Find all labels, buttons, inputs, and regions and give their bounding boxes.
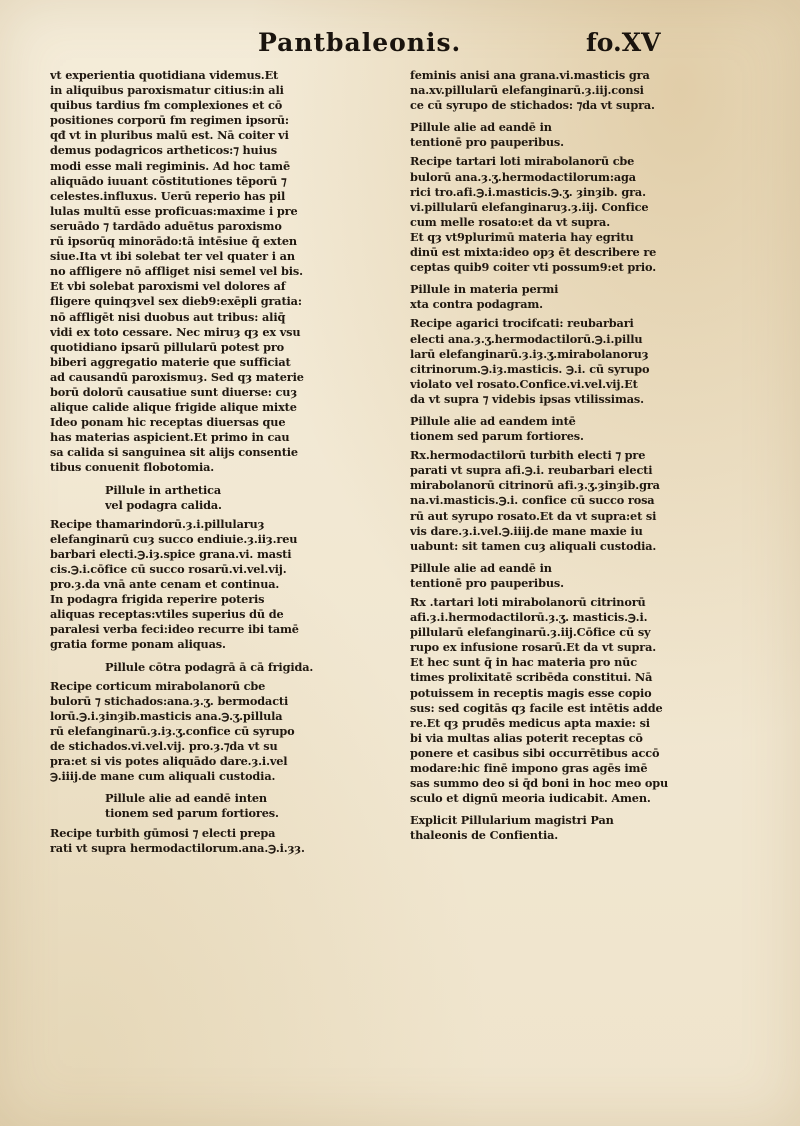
text-line: borū dolorū causatiue sunt diuerse: cuȝ bbox=[50, 384, 298, 399]
text-line: demus podagricos artheticos:⁊ huius bbox=[50, 143, 277, 158]
text-line: paralesi verba feci:ideo recurre ibi tamē bbox=[50, 622, 299, 637]
text-line: cum melle rosato:et da vt supra. bbox=[410, 214, 610, 229]
text-line: barbari electi.℈.iȝ.spice grana.vi. masti bbox=[50, 546, 292, 561]
text-line: feminis anisi ana grana.vi.masticis gra bbox=[410, 68, 650, 82]
text-line: Rx .tartari loti mirabolanorū citrinorū bbox=[410, 595, 646, 609]
text-line: no affligere nō affliget nisi semel vel bis. bbox=[50, 264, 303, 279]
text-line: pillularū elefanginarū.ȝ.iij.Cōfice cū sy bbox=[410, 625, 651, 640]
text-line: parati vt supra afi.℈.i. reubarbari electi bbox=[410, 463, 653, 478]
text-line: rū elefanginarū.ȝ.iȝ.ʒ.confice cū syrupo bbox=[50, 723, 295, 738]
section-heading-line: Pillule alie ad eandē in bbox=[410, 120, 552, 135]
text-line: bulorū ana.ȝ.ʒ.hermodactilorum:aga bbox=[410, 169, 636, 184]
text-line: rū ipsorūq minorādo:tā intēsiue q̄ exten bbox=[50, 234, 297, 249]
section-heading-line: tentionē pro pauperibus. bbox=[410, 135, 564, 150]
text-line: bi via multas alias poterit receptas cō bbox=[410, 730, 643, 745]
text-line: times prolixitatē scribēda constitui. Nā bbox=[410, 670, 653, 685]
section-heading-line: Explicit Pillularium magistri Pan bbox=[410, 813, 614, 828]
text-line: seruādo ⁊ tardādo aduētus paroxismo bbox=[50, 218, 282, 233]
text-line: bulorū ⁊ stichados:ana.ȝ.ʒ. bermodacti bbox=[50, 693, 289, 708]
text-line: quibus tardius fm complexiones et cō bbox=[50, 98, 283, 113]
section-heading-line: vel podagra calida. bbox=[105, 497, 222, 512]
text-line: sculo et dignū meoria iudicabit. Amen. bbox=[410, 791, 651, 806]
text-line: Recipe tartari loti mirabolanorū cbe bbox=[410, 154, 635, 169]
text-line: afi.ȝ.i.hermodactilorū.ȝ.ʒ. masticis.℈.i. bbox=[410, 610, 648, 625]
section-heading-line: Pillule alie ad eandē inten bbox=[105, 791, 267, 806]
text-line: Recipe thamarindorū.ȝ.i.pillularuȝ bbox=[50, 516, 265, 531]
text-line: vi.pillularū elefanginaruȝ.ȝ.iij. Confice bbox=[410, 199, 649, 214]
text-line: lulas multū esse proficuas:maxime i pre bbox=[50, 203, 298, 218]
text-line: celestes.influxus. Uerū reperio has pil bbox=[50, 188, 286, 203]
text-line: cis.℈.i.cōfice cū succo rosarū.vi.vel.vij. bbox=[50, 562, 287, 576]
section-heading-line: Pillule in arthetica bbox=[105, 482, 222, 497]
text-line: biberi aggregatio materie que sufficiat bbox=[50, 354, 291, 369]
text-line: Recipe corticum mirabolanorū cbe bbox=[50, 678, 266, 693]
text-line: tibus conuenit flobotomia. bbox=[50, 460, 215, 475]
text-line: rati vt supra hermodactilorum.ana.℈.i.ȝȝ. bbox=[50, 840, 305, 855]
section-heading-line: xta contra podagram. bbox=[410, 297, 543, 312]
folio-number: fo.XV bbox=[586, 28, 661, 57]
text-line: ad causandū paroxismuȝ. Sed qȝ materie bbox=[50, 369, 304, 384]
section-heading-line: Pillule alie ad eandem intē bbox=[410, 413, 576, 428]
text-line: pro.ȝ.da vnā ante cenam et continua. bbox=[50, 577, 280, 592]
text-line: Recipe turbith gūmosi ⁊ electi prepa bbox=[50, 825, 276, 840]
text-line: potuissem in receptis magis esse copio bbox=[410, 685, 652, 700]
text-line: sas summo deo si q̄d boni in hoc meo opu bbox=[410, 776, 669, 791]
text-line: elefanginarū cuȝ succo endiuie.ȝ.iiȝ.reu bbox=[50, 531, 298, 546]
text-line: lorū.℈.i.ȝinȝib.masticis ana.℈.ʒ.pillula bbox=[50, 708, 283, 723]
text-line: da vt supra ⁊ videbis ipsas vtilissimas. bbox=[410, 391, 644, 406]
section-heading-line: tionem sed parum fortiores. bbox=[410, 429, 584, 444]
right-text-column bbox=[410, 68, 706, 844]
text-line: In podagra frigida reperire poteris bbox=[50, 592, 265, 607]
text-line: modare:hic finē impono gras agēs imē bbox=[410, 761, 648, 776]
text-line: Rx.hermodactilorū turbith electi ⁊ pre bbox=[410, 448, 646, 463]
section-heading-line: Pillule cōtra podagrā ā cā frigida. bbox=[105, 659, 314, 674]
text-line: modi esse mali regiminis. Ad hoc tamē bbox=[50, 158, 291, 173]
text-line: rici tro.afi.℈.i.masticis.℈.ʒ. ȝinȝib. gra. bbox=[410, 184, 646, 199]
text-line: sa calida si sanguinea sit alijs consentie bbox=[50, 445, 298, 460]
text-line: rū aut syrupo rosato.Et da vt supra:et si bbox=[410, 508, 657, 523]
text-line: dinū est mixta:ideo opȝ ēt describere re bbox=[410, 245, 657, 260]
text-line: sus: sed cogitās qȝ facile est intētis adde bbox=[410, 700, 663, 715]
text-line: electi ana.ȝ.ʒ.hermodactilorū.℈.i.pillu bbox=[410, 331, 643, 346]
text-line: aliquas receptas:vtiles superius dū de bbox=[50, 607, 284, 622]
text-line: nō affligēt nisi duobus aut tribus: aliq̄ bbox=[50, 309, 286, 324]
text-line: ce cū syrupo de stichados: ⁊da vt supra. bbox=[410, 98, 655, 113]
text-line: mirabolanorū citrinorū afi.ȝ.ʒ.ȝinȝib.gra bbox=[410, 478, 660, 493]
text-line: has materias aspicient.Et primo in cau bbox=[50, 430, 290, 445]
running-head bbox=[0, 28, 800, 64]
text-line: quotidiano ipsarū pillularū potest pro bbox=[50, 339, 285, 354]
section-heading-line: tentionē pro pauperibus. bbox=[410, 575, 564, 590]
text-line: fligere quinqȝvel sex dieb9:exēpli gratia: bbox=[50, 294, 302, 309]
section-heading-line: Pillule in materia permi bbox=[410, 282, 559, 297]
text-line: pra:et si vis potes aliquādo dare.ȝ.i.vel bbox=[50, 754, 288, 769]
text-line: de stichados.vi.vel.vij. pro.ȝ.⁊da vt su bbox=[50, 739, 278, 754]
text-line: Ideo ponam hic receptas diuersas que bbox=[50, 415, 286, 430]
text-line: uabunt: sit tamen cuȝ aliquali custodia. bbox=[410, 538, 657, 553]
text-line: Et vbi solebat paroxismi vel dolores af bbox=[50, 279, 286, 294]
text-line: Et qȝ vt9plurimū materia hay egritu bbox=[410, 229, 634, 244]
text-line: ponere et casibus sibi occurrētibus accō bbox=[410, 745, 660, 760]
text-line: rupo ex infusione rosarū.Et da vt supra. bbox=[410, 640, 657, 655]
text-line: vis dare.ȝ.i.vel.℈.iiij.de mane maxie iu bbox=[410, 523, 643, 538]
text-line: na.vi.masticis.℈.i. confice cū succo rosa bbox=[410, 493, 655, 508]
text-line: gratia forme ponam aliquas. bbox=[50, 637, 226, 652]
text-line: vidi ex toto cessare. Nec miruȝ qȝ ex vsu bbox=[50, 324, 301, 339]
text-line: na.xv.pillularū elefanginarū.ȝ.iij.consi bbox=[410, 83, 644, 98]
text-line: citrinorum.℈.iȝ.masticis. ℈.i. cū syrupo bbox=[410, 361, 650, 376]
text-line: qđ vt in pluribus malū est. Nā coiter vi bbox=[50, 128, 289, 143]
text-line: vt experientia quotidiana videmus.Et bbox=[50, 68, 279, 82]
text-line: positiones corporū fm regimen ipsorū: bbox=[50, 113, 289, 128]
text-line: alique calide alique frigide alique mixte bbox=[50, 400, 297, 415]
running-title: Pantbaleonis. bbox=[258, 28, 462, 57]
text-line: larū elefanginarū.ȝ.iȝ.ʒ.mirabolanoruȝ bbox=[410, 346, 649, 361]
text-line: re.Et qȝ prudēs medicus apta maxie: si bbox=[410, 715, 650, 730]
section-heading-line: Pillule alie ad eandē in bbox=[410, 560, 552, 575]
text-line: Recipe agarici trocifcati: reubarbari bbox=[410, 316, 634, 331]
text-line: violato vel rosato.Confice.vi.vel.vij.Et bbox=[410, 376, 638, 391]
section-heading-line: thaleonis de Confientia. bbox=[410, 828, 559, 843]
left-text-column bbox=[50, 68, 356, 856]
text-line: aliquādo iuuant cōstitutiones tēporū ⁊ bbox=[50, 173, 287, 188]
text-line: ℈.iiij.de mane cum aliquali custodia. bbox=[50, 769, 276, 784]
text-line: in aliquibus paroxismatur citius:in ali bbox=[50, 83, 284, 98]
text-line: siue.Ita vt ibi solebat ter vel quater i an bbox=[50, 249, 295, 264]
text-line: ceptas quib9 coiter vti possum9:et prio. bbox=[410, 260, 656, 275]
section-heading-line: tionem sed parum fortiores. bbox=[105, 806, 279, 821]
text-line: Et hec sunt q̄ in hac materia pro nūc bbox=[410, 655, 637, 670]
